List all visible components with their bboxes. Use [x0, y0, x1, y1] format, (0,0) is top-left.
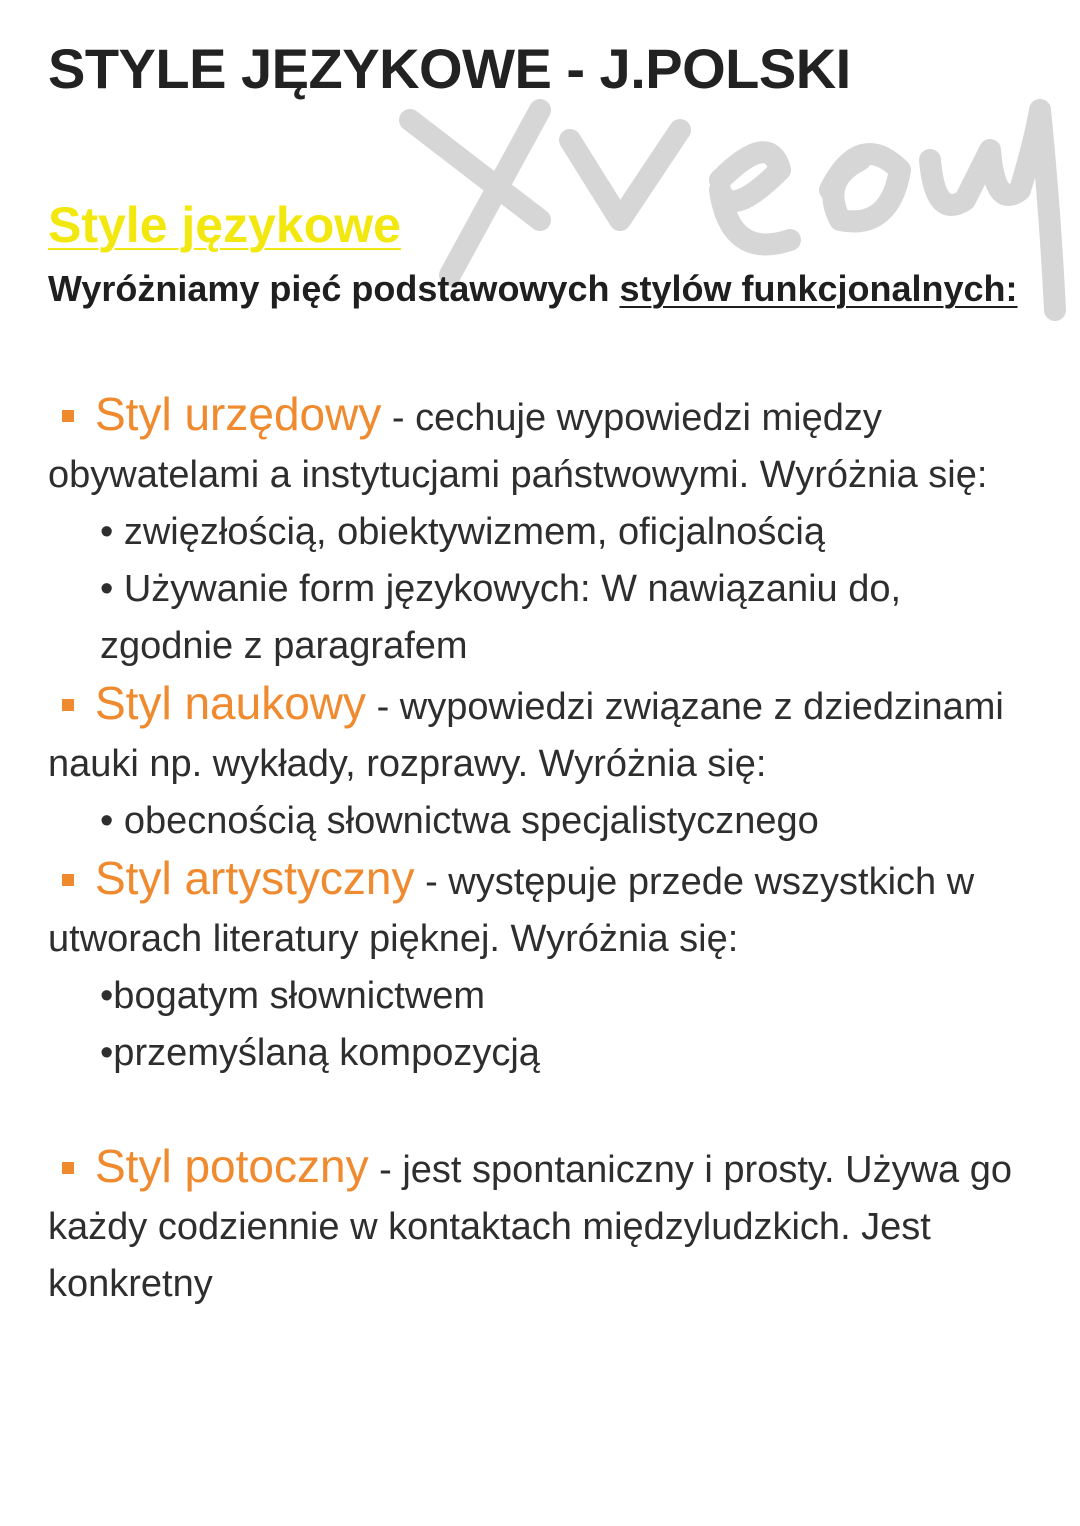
intro-plain: Wyróżniamy pięć podstawowych [48, 268, 620, 309]
page-title: STYLE JĘZYKOWE - J.POLSKI [48, 37, 851, 100]
style-item-naukowy [48, 675, 1038, 850]
orange-square-bullet-icon [62, 410, 74, 422]
style-description: - występuje przede wszystkich w utworach literatury pięknej. Wyróżnia się: [48, 861, 975, 960]
style-description: - wypowiedzi związane z dziedzinami nauki np. wykłady, rozprawy. Wyróżnia się: [48, 686, 1004, 785]
list-item: • Używanie form językowych: W nawiązaniu do, zgodnie z paragrafem [100, 568, 902, 667]
list-item: •przemyślaną kompozycją [100, 1032, 540, 1074]
list-item: •bogatym słownictwem [100, 975, 485, 1017]
style-name: Styl potoczny [95, 1140, 369, 1192]
style-name: Styl artystyczny [95, 852, 415, 904]
orange-square-bullet-icon [62, 874, 74, 886]
list-item: • obecnością słownictwa specjalistycznego [100, 800, 819, 842]
orange-square-bullet-icon [62, 1162, 74, 1174]
style-item-urzedowy [48, 386, 1038, 675]
orange-square-bullet-icon [62, 699, 74, 711]
list-item: • zwięzłością, obiektywizmem, oficjalnością [100, 511, 825, 553]
intro-text [48, 268, 1018, 310]
style-item-potoczny [48, 1138, 1038, 1313]
section-heading: Style językowe [48, 197, 401, 253]
style-name: Styl naukowy [95, 677, 367, 729]
intro-underlined: stylów funkcjonalnych: [619, 268, 1018, 309]
spacer [48, 1082, 1038, 1138]
style-description: - jest spontaniczny i prosty. Używa go każdy codziennie w kontaktach międzyludzkich. Jest konkretny [48, 1149, 1013, 1305]
style-name: Styl urzędowy [95, 388, 382, 440]
style-description: - cechuje wypowiedzi między obywatelami a instytucjami państwowymi. Wyróżnia się: [48, 397, 988, 496]
watermark-signature [390, 70, 1080, 360]
style-item-artystyczny [48, 850, 1038, 1082]
styles-list [48, 386, 1038, 1313]
